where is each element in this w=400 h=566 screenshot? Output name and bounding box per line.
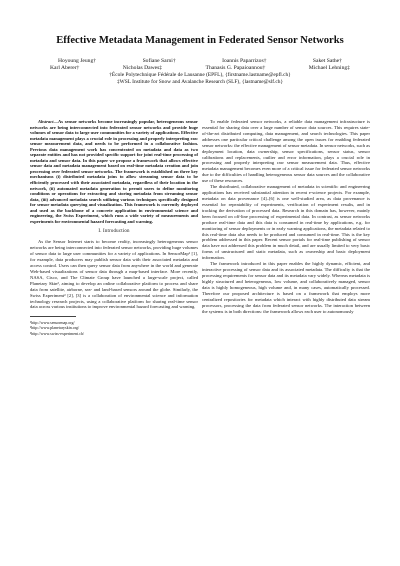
author-name: Hoyoung Jeung† (58, 58, 97, 64)
abstract (30, 119, 198, 224)
affiliation-epfl: †École Polytechnique Fédérale de Lausanne (EPFL), {firstname.lastname@epfl.ch} (109, 72, 291, 78)
body-paragraph: The distributed, collaborative management of metadata in scientific and engineering applications has received substantial attention in recent e-science projects. For example, metadata on data provenance [4]–[6] is one well-studied area, as data provenance is essential for repeatability of experiments, verification of experiment results, and in tracking the derivation of processed data. Research in this domain has, however, mainly been focused on off-line processing of experimental data. In contrast, as sensor networks produce real-time data and this data is consumed in real-time by applications, e.g. for monitoring of sensor deployments or in early warning applications, the metadata related to this real-time data also needs to be produced and consumed in real-time. This is the key problem addressed in this paper. Recent sensor portals for real-time publishing of sensor data have not addressed this problem in much detail, and are usually limited to very basic forms of unstructured and static metadata, such as ownership and basic deployment information. (202, 184, 370, 261)
intro-paragraph: As the Sensor Internet starts to become reality, increasingly heterogeneous sensor networks are being interconnected into federated sensor networks, providing huge volumes of sensor data to large user communities for a variety of applications. In SensorMap¹ [1], for example, data producers may publish sensor data with their associated metadata and access control. Users can then query sensor data from anywhere in the world and generate Web-based visualizations of sensor data through a map-based interface. More recently, NASA, Cisco, and The Climate Group have launched a large-scale project, called Planetary Skin², aiming to develop an online collaborative platform to process and share data from satellite, airborne, sea- and land-based sensors around the globe. Similarly, the Swiss Experiment³ [2], [3] is a collaboration of environmental science and information technology research projects, using a collaborative platform for sharing real-time sensor data across various institutions to improve environmental hazard forecasting and warning. (30, 239, 198, 310)
paper-title: Effective Metadata Management in Federated Sensor Networks (56, 35, 344, 46)
body-paragraph: The framework introduced in this paper enables the highly dynamic, efficient, and interactive processing of sensor data and its associated metadata. The difficulty is that the processing requirements for sensor data and its metadata vary widely. Whereas metadata is highly structured and heterogeneous, low volume, and collaboratively managed, sensor data is highly homogeneous, high volume and, in many cases, automatically processed. Therefore our proposed architecture is based on a framework that employs more centralized repositories for metadata which interact with highly distributed data stream processors, processing the data from federated sensor networks. The interaction between the systems is in both directions: the framework allows each user to autonomously (202, 261, 370, 314)
author-row (40, 65, 360, 72)
abstract-text: —As sensor networks become increasingly popular, heterogeneous sensor networks are being interconnected into federated sensor networks and provide huge volumes of sensor data to large user communities for a variety of applications. Effective metadata management plays a crucial role in processing and properly interpreting raw sensor measurement data, and needs to be performed in a collaborative fashion. Previous data management work has concentrated on metadata and data as two separate entities and has not provided specific support for joint real-time processing of metadata and sensor data. In this paper we propose a framework that allows effective sensor data and metadata management based on real-time metadata creation and join processing over federated sensor networks. The framework is established on three key mechanisms (i) distributed metadata joins to allow streaming sensor data to be efficiently processed with their associated metadata, regardless of their location in the network, (ii) automated metadata generation to permit users to define monitoring conditions or operations for extracting and storing metadata from streaming sensor data, (iii) advanced metadata search utilizing various techniques specifically designed for sensor metadata querying and visualization. This framework is currently deployed and used as the backbone of a concrete application in environmental science and engineering, the Swiss Experiment, which runs a wide variety of measurements and experiments for environmental hazard forecasting and warning. (30, 119, 198, 224)
footnote-rule (30, 316, 76, 317)
body-paragraph: To enable federated sensor networks, a reliable data management infrastructure is essential for sharing data over a large number of sensor data sources. This requires state-of-the-art distributed computing, data management, and search technologies. This paper addresses one particular critical challenge among the open issues for enabling federated sensor networks: the effective management of sensor metadata. In sensor networks, such as deployment location, data ownership, sensor specifications, sensor status, sensor calibrations and replacements, outlier and error information, plays a crucial role in processing and properly interpreting raw sensor measurement data. Thus, effective metadata management becomes even more of a critical issue for federated sensor networks due to the difficulties of handling heterogeneous sensor data sources and the collaborative use of these resources. (202, 119, 370, 184)
affiliation-slf: ‡WSL Institute for Snow and Avalanche Research (SLF), {lastname@slf.ch} (116, 79, 284, 85)
footnote: ²http://www.planetaryskin.org/ (30, 325, 80, 331)
author-name: Ioannis Paparrizos† (222, 58, 267, 64)
footnote: ¹http://www.sensormap.org/ (30, 320, 75, 326)
author-name: Karl Aberer† (50, 65, 80, 71)
author-name: Thanasis G. Papaioannou† (205, 65, 266, 71)
author-name: Saket Sathe† (312, 58, 342, 64)
author-name: Michael Lehning‡ (308, 65, 350, 71)
section-heading: I. Introduction (98, 229, 130, 235)
abstract-label: Abstract (38, 119, 54, 124)
author-name: Sofiane Sarni† (142, 58, 176, 64)
right-column (202, 119, 370, 314)
author-block (40, 58, 360, 86)
left-column (30, 119, 198, 336)
author-row (40, 58, 360, 65)
footnote: ³http://www.swiss-experiment.ch/ (30, 330, 85, 336)
author-name: Nicholas Dawes‡ (122, 65, 163, 71)
